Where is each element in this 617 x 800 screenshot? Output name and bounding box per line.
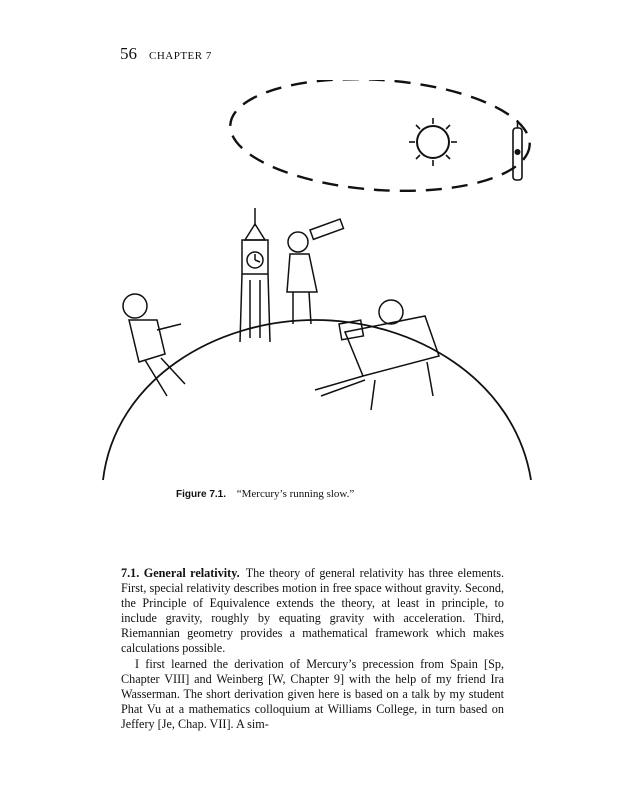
sun-icon bbox=[409, 118, 457, 166]
figure-label: Figure 7.1. bbox=[176, 489, 227, 500]
telescope-observer bbox=[287, 219, 343, 324]
paragraph-2: I first learned the derivation of Mercury’s precession from Spain [Sp, Chapter VIII] and Weinberg [W, Chapter 9] with the help of my friend Ira Wasserman. The short derivation given here is based on a talk by my student Phat Vu at a mathematics colloquium at Williams College, in turn based on Jeffery [Je, Chap. VII]. A sim- bbox=[121, 656, 504, 731]
paragraph-1 bbox=[121, 566, 504, 657]
figure-drawing bbox=[95, 80, 535, 490]
body-text bbox=[121, 566, 504, 732]
chapter-label: CHAPTER 7 bbox=[149, 50, 212, 62]
paragraph-1-text: The theory of general relativity has three elements. First, special relativity describes motion in free space without gravity. Second, the Principle of Equivalence extends the theory, at least in principle, to include gravity, roughly by equating gravity with acceleration. Third, Riemannian geometry provides a mathematical framework which makes calculations possible. bbox=[121, 566, 504, 656]
mercury-figure bbox=[513, 120, 522, 180]
figure-illustration bbox=[95, 80, 535, 490]
orbit-ellipse bbox=[227, 80, 534, 200]
section-title: 7.1. General relativity. bbox=[121, 566, 240, 580]
clock-tower bbox=[240, 208, 270, 342]
caption-text: “Mercury’s running slow.” bbox=[236, 488, 355, 500]
reclining-figure bbox=[315, 300, 439, 410]
page-header bbox=[120, 44, 212, 66]
figure-caption bbox=[176, 488, 354, 500]
page-number: 56 bbox=[120, 44, 137, 63]
globe-outline bbox=[103, 320, 531, 480]
